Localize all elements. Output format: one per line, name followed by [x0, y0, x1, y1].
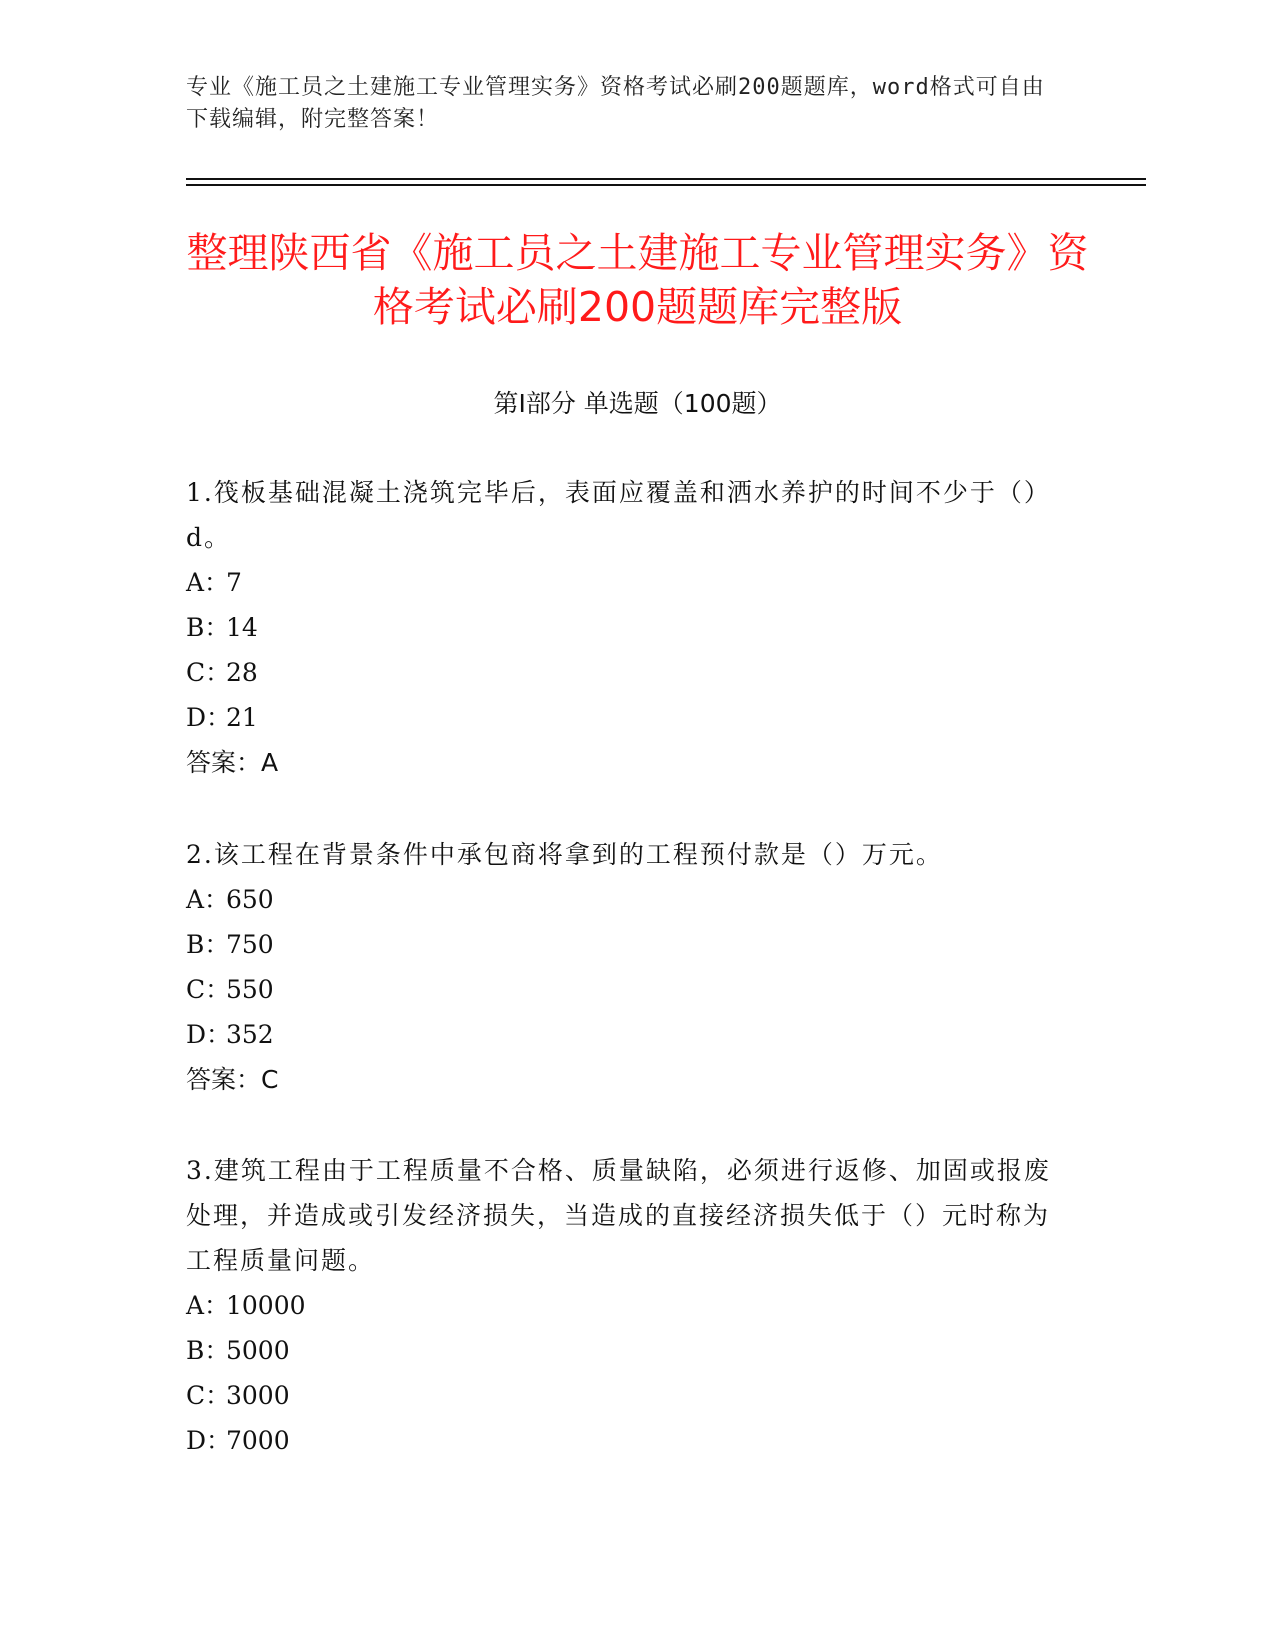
option-a — [186, 877, 1066, 922]
document-title: 整理陕西省《施工员之土建施工专业管理实务》资格考试必刷200题题库完整版 — [186, 229, 1089, 331]
header-divider-bottom — [186, 184, 1146, 186]
option-d — [186, 1418, 1066, 1463]
option-label: A： — [186, 885, 230, 914]
option-b — [186, 1328, 1066, 1373]
option-c — [186, 1373, 1066, 1418]
question-2 — [186, 832, 1066, 1102]
option-value: 750 — [226, 930, 274, 959]
question-text: 1.筏板基础混凝土浇筑完毕后，表面应覆盖和洒水养护的时间不少于（）d。 — [186, 478, 1051, 552]
option-label: C： — [186, 658, 231, 687]
option-value: 550 — [226, 975, 274, 1004]
option-value: 7000 — [226, 1426, 290, 1455]
option-value: 3000 — [226, 1381, 290, 1410]
section-title: 第Ⅰ部分 单选题（100题） — [493, 389, 782, 418]
option-b — [186, 922, 1066, 967]
option-label: D： — [186, 1020, 232, 1049]
option-c — [186, 650, 1066, 695]
option-value: 5000 — [226, 1336, 290, 1365]
option-label: D： — [186, 1426, 232, 1455]
option-d — [186, 695, 1066, 740]
option-value: 14 — [226, 613, 258, 642]
option-value: 21 — [226, 703, 258, 732]
option-label: D： — [186, 703, 232, 732]
option-value: 10000 — [226, 1291, 306, 1320]
option-c — [186, 967, 1066, 1012]
option-a — [186, 560, 1066, 605]
option-value: 28 — [226, 658, 258, 687]
option-label: B： — [186, 930, 230, 959]
question-text: 3.建筑工程由于工程质量不合格、质量缺陷，必须进行返修、加固或报废处理，并造成或引发经济损失，当造成的直接经济损失低于（）元时称为工程质量问题。 — [186, 1156, 1051, 1275]
question-text: 2.该工程在背景条件中承包商将拿到的工程预付款是（）万元。 — [186, 840, 943, 869]
header-note: 专业《施工员之土建施工专业管理实务》资格考试必刷200题题库，word格式可自由下载编辑，附完整答案！ — [186, 75, 1045, 132]
option-d — [186, 1012, 1066, 1057]
option-b — [186, 605, 1066, 650]
option-value: 650 — [226, 885, 274, 914]
option-label: A： — [186, 568, 230, 597]
answer: 答案：C — [186, 1065, 279, 1094]
header-divider-top — [186, 178, 1146, 180]
option-label: C： — [186, 1381, 231, 1410]
option-label: B： — [186, 613, 230, 642]
option-value: 7 — [226, 568, 242, 597]
option-value: 352 — [226, 1020, 274, 1049]
option-label: C： — [186, 975, 231, 1004]
option-label: B： — [186, 1336, 230, 1365]
answer: 答案：A — [186, 748, 279, 777]
option-label: A： — [186, 1291, 230, 1320]
question-3 — [186, 1148, 1066, 1463]
option-a — [186, 1283, 1066, 1328]
question-1 — [186, 470, 1066, 785]
